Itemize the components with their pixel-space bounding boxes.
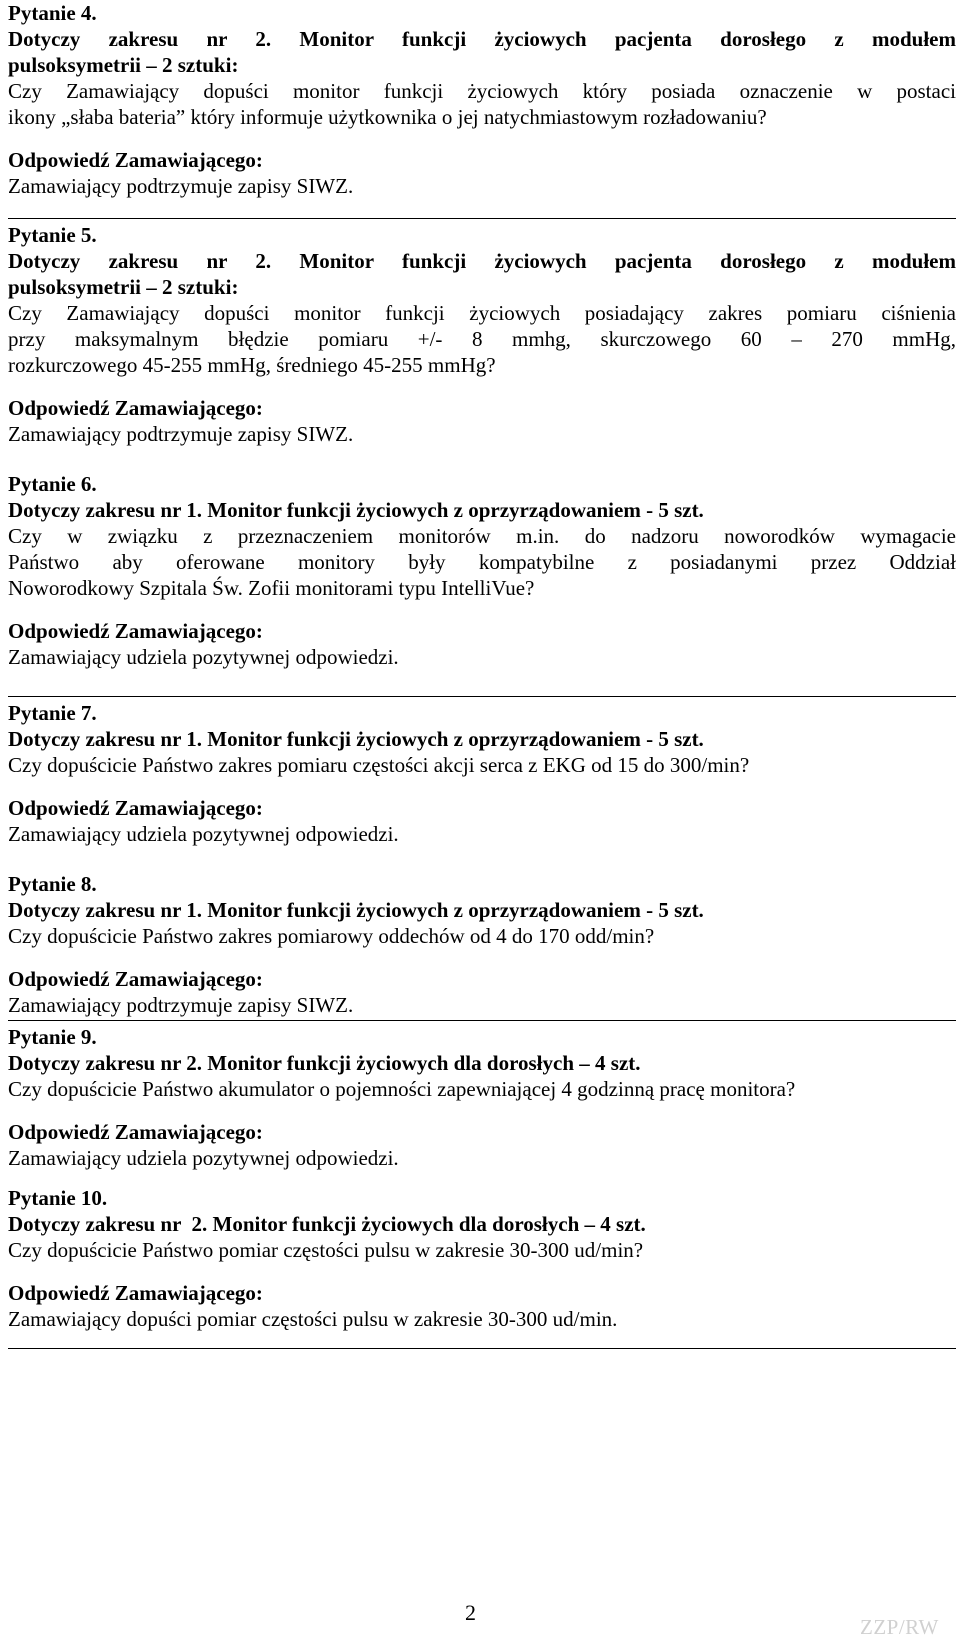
answer-label: Odpowiedź Zamawiającego:: [8, 796, 263, 820]
answer-text: Zamawiający podtrzymuje zapisy SIWZ.: [8, 993, 354, 1017]
question-block-9: [8, 1024, 956, 1171]
question-block-8: [8, 871, 956, 1018]
question-scope-line: pulsoksymetrii – 2 sztuki:: [8, 275, 239, 299]
answer-label: Odpowiedź Zamawiającego:: [8, 396, 263, 420]
page-number: 2: [465, 1600, 476, 1625]
question-text-line: Czy dopuścicie Państwo zakres pomiaru częstości akcji serca z EKG od 15 do 300/min?: [8, 753, 750, 777]
question-scope-line: Dotyczy zakresu nr 2. Monitor funkcji życiowych dla dorosłych – 4 szt.: [8, 1051, 641, 1075]
question-text-line: Czy Zamawiający dopuści monitor funkcji życiowych posiadający zakres pomiaru ciśnienia: [8, 301, 956, 325]
answer-text: Zamawiający podtrzymuje zapisy SIWZ.: [8, 422, 354, 446]
question-block-10: [8, 1185, 956, 1332]
question-text-line: Państwo aby oferowane monitory były kompatybilne z posiadanymi przez Oddział: [8, 550, 956, 574]
question-text-line: Noworodkowy Szpitala Św. Zofii monitorami typu IntelliVue?: [8, 576, 535, 600]
question-text-line: Czy dopuścicie Państwo zakres pomiarowy oddechów od 4 do 170 odd/min?: [8, 924, 655, 948]
question-title: Pytanie 7.: [8, 701, 97, 725]
question-scope-line: Dotyczy zakresu nr 2. Monitor funkcji życiowych dla dorosłych – 4 szt.: [8, 1212, 646, 1236]
question-title: Pytanie 8.: [8, 872, 97, 896]
question-scope-line: Dotyczy zakresu nr 1. Monitor funkcji życiowych z oprzyrządowaniem - 5 szt.: [8, 498, 704, 522]
answer-text: Zamawiający podtrzymuje zapisy SIWZ.: [8, 174, 354, 198]
answer-label: Odpowiedź Zamawiającego:: [8, 1120, 263, 1144]
section-divider: [8, 1020, 956, 1021]
question-scope-line: Dotyczy zakresu nr 1. Monitor funkcji życiowych z oprzyrządowaniem - 5 szt.: [8, 898, 704, 922]
document-code: ZZP/RW: [860, 1615, 939, 1639]
question-text-line: Czy w związku z przeznaczeniem monitorów m.in. do nadzoru noworodków wymagacie: [8, 524, 956, 548]
answer-label: Odpowiedź Zamawiającego:: [8, 619, 263, 643]
question-block-6: [8, 471, 956, 670]
section-divider: [8, 218, 956, 219]
question-block-5: [8, 222, 956, 447]
question-scope-line: Dotyczy zakresu nr 2. Monitor funkcji życiowych pacjenta dorosłego z modułem: [8, 249, 956, 273]
question-title: Pytanie 4.: [8, 1, 97, 25]
question-title: Pytanie 10.: [8, 1186, 108, 1210]
question-title: Pytanie 5.: [8, 223, 97, 247]
answer-text: Zamawiający dopuści pomiar częstości pulsu w zakresie 30-300 ud/min.: [8, 1307, 618, 1331]
answer-label: Odpowiedź Zamawiającego:: [8, 967, 263, 991]
answer-label: Odpowiedź Zamawiającego:: [8, 148, 263, 172]
question-title: Pytanie 9.: [8, 1025, 97, 1049]
question-text-line: przy maksymalnym błędzie pomiaru +/- 8 mmhg, skurczowego 60 – 270 mmHg,: [8, 327, 956, 351]
answer-text: Zamawiający udziela pozytywnej odpowiedzi.: [8, 1146, 399, 1170]
question-block-4: [8, 0, 956, 199]
question-scope-line: Dotyczy zakresu nr 1. Monitor funkcji życiowych z oprzyrządowaniem - 5 szt.: [8, 727, 704, 751]
answer-text: Zamawiający udziela pozytywnej odpowiedzi.: [8, 822, 399, 846]
question-text-line: ikony „słaba bateria” który informuje użytkownika o jej natychmiastowym rozładowaniu?: [8, 105, 767, 129]
question-text-line: rozkurczowego 45-255 mmHg, średniego 45-255 mmHg?: [8, 353, 496, 377]
question-block-7: [8, 700, 956, 847]
question-text-line: Czy dopuścicie Państwo pomiar częstości pulsu w zakresie 30-300 ud/min?: [8, 1238, 644, 1262]
question-scope-line: pulsoksymetrii – 2 sztuki:: [8, 53, 239, 77]
question-text-line: Czy Zamawiający dopuści monitor funkcji życiowych który posiada oznaczenie w postaci: [8, 79, 956, 103]
question-scope-line: Dotyczy zakresu nr 2. Monitor funkcji życiowych pacjenta dorosłego z modułem: [8, 27, 956, 51]
answer-text: Zamawiający udziela pozytywnej odpowiedzi.: [8, 645, 399, 669]
section-divider: [8, 696, 956, 697]
section-divider: [8, 1348, 956, 1349]
answer-label: Odpowiedź Zamawiającego:: [8, 1281, 263, 1305]
question-title: Pytanie 6.: [8, 472, 97, 496]
question-text-line: Czy dopuścicie Państwo akumulator o pojemności zapewniającej 4 godzinną pracę monitora?: [8, 1077, 796, 1101]
